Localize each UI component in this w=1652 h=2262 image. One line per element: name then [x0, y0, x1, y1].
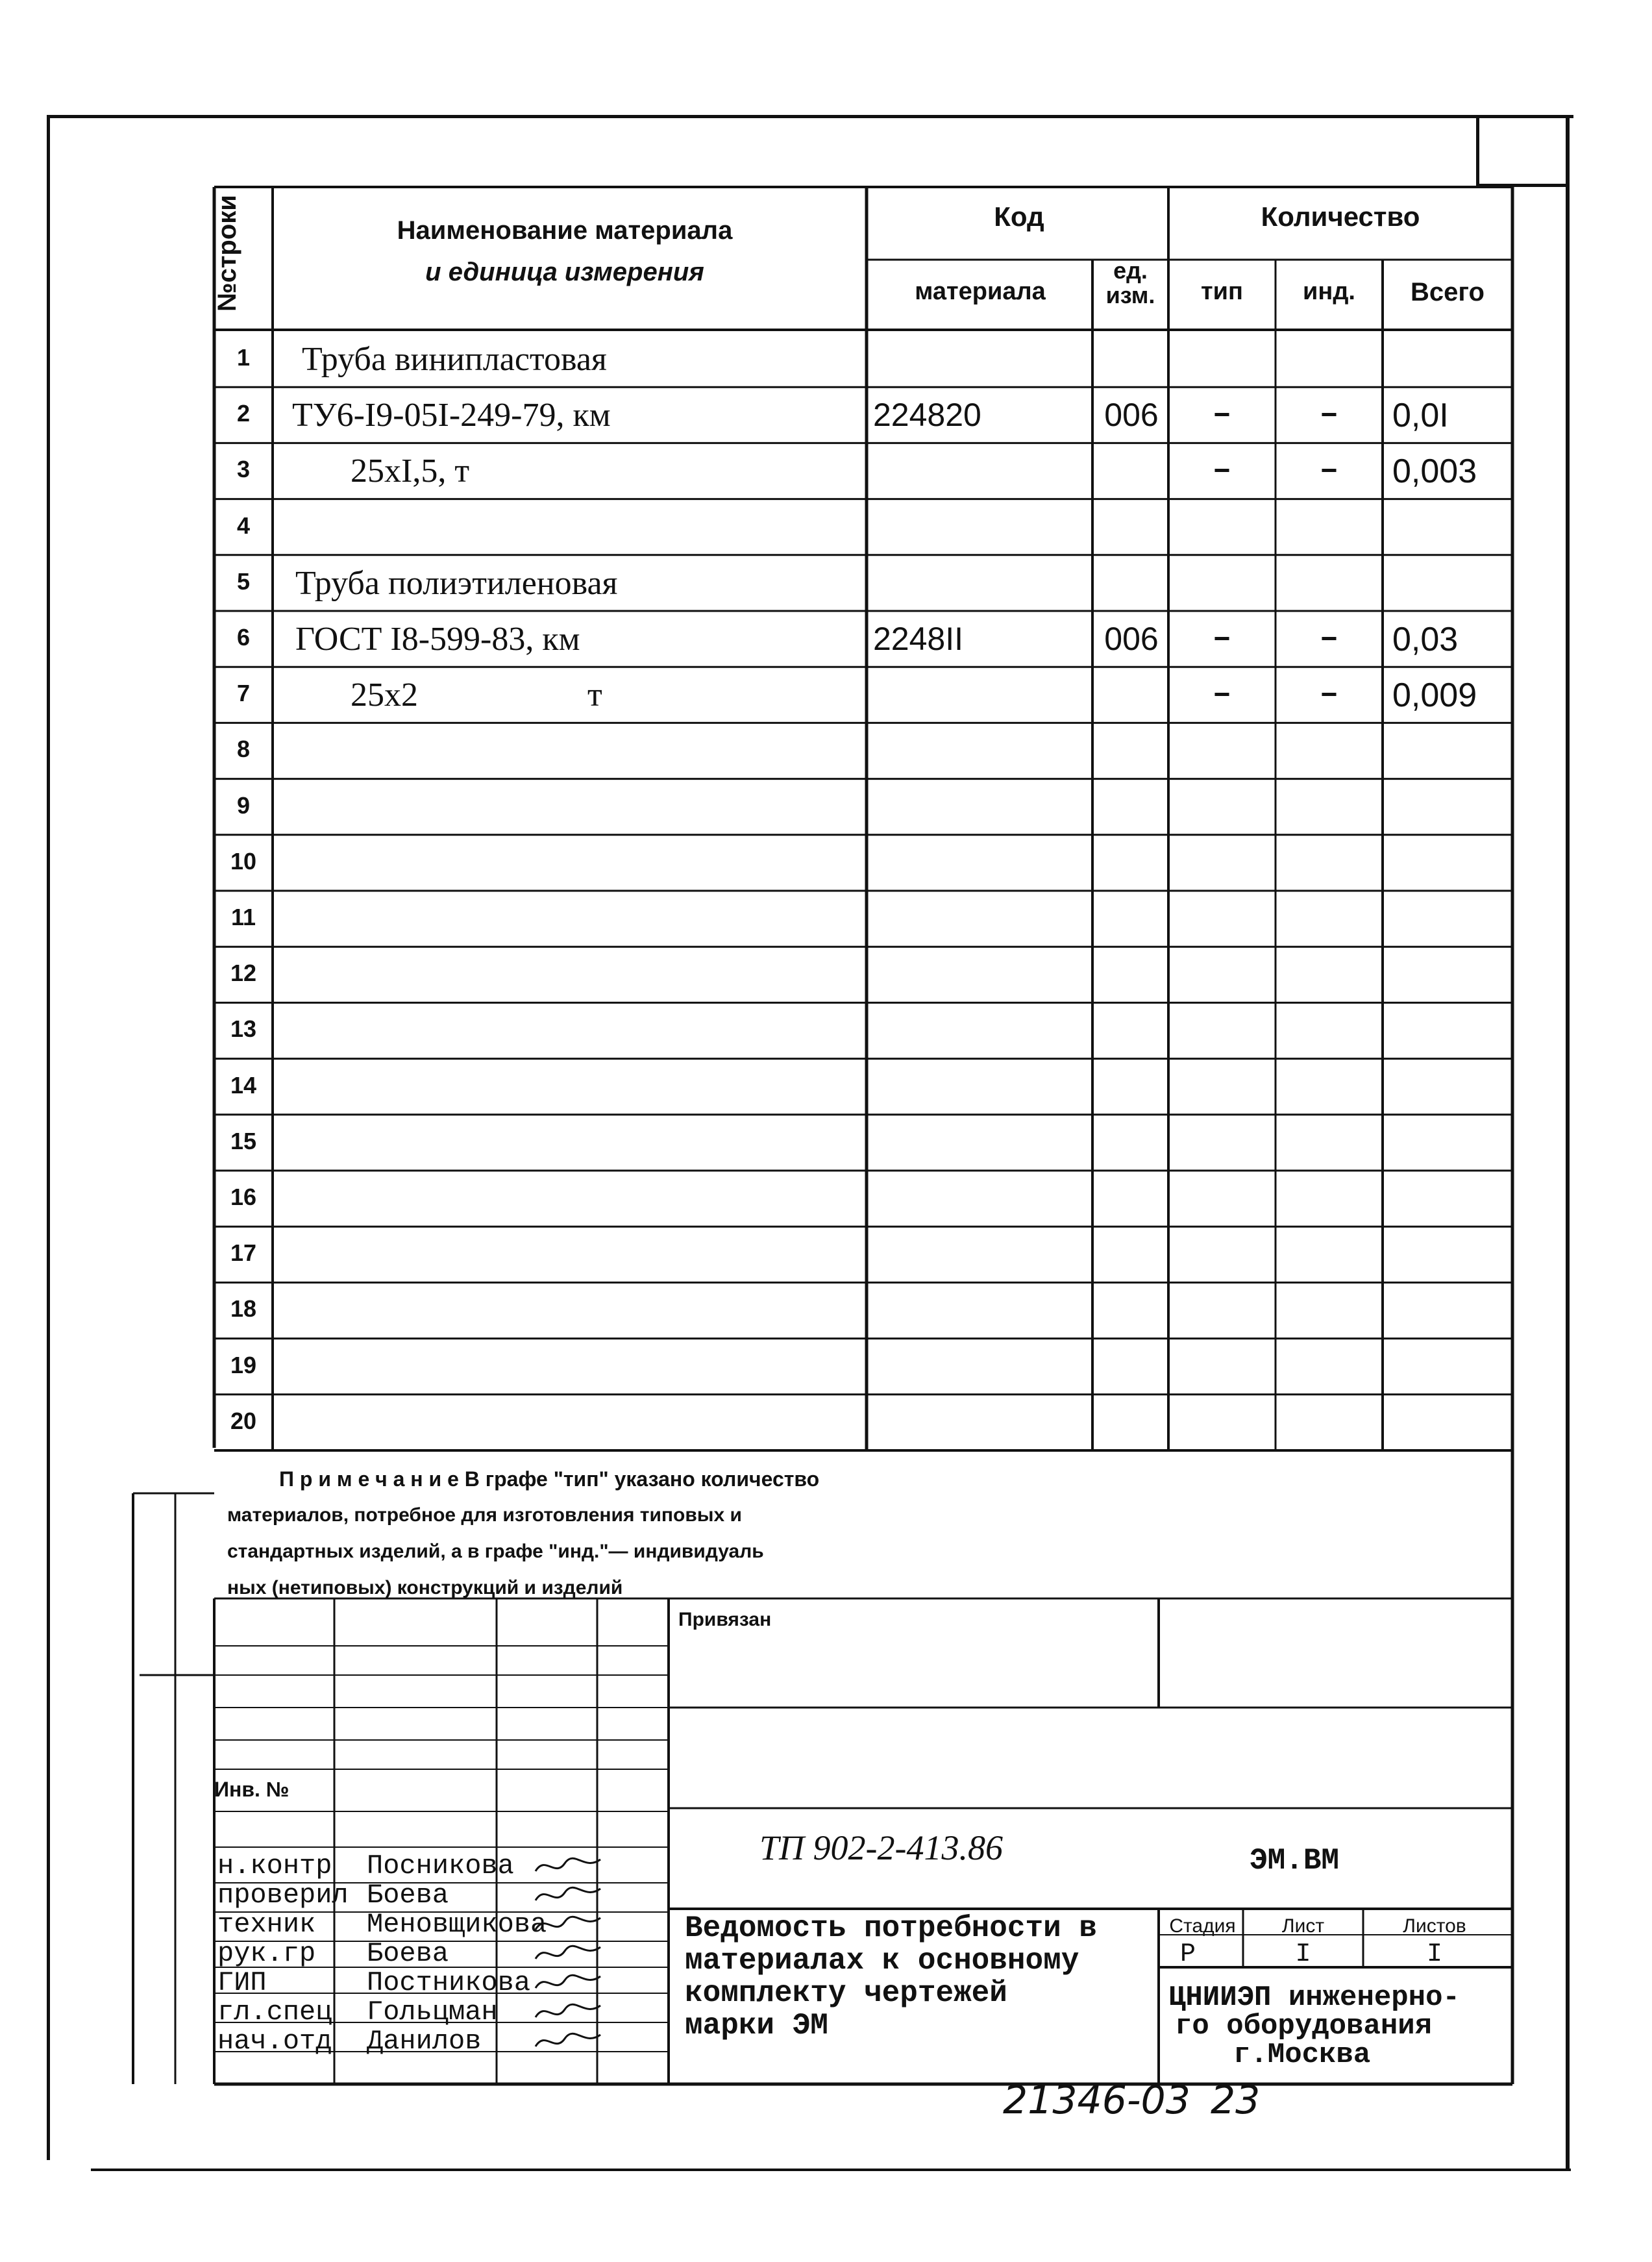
- stage-value: Р: [1179, 1940, 1196, 1969]
- doc-mark: ЭМ.ВМ: [1250, 1844, 1340, 1878]
- table-cell-total: 0,03: [1392, 621, 1459, 658]
- row-number: 5: [236, 567, 251, 595]
- row-number-header-label: №строки: [213, 195, 241, 312]
- table-cell-type: –: [1212, 396, 1232, 434]
- unit-header-line1: ед.: [1113, 257, 1148, 284]
- quantity-header: Количество: [1261, 201, 1420, 232]
- row-number: 2: [236, 400, 251, 427]
- table-cell-name: Труба винипластовая: [302, 341, 607, 378]
- table-cell-ind: –: [1319, 620, 1339, 657]
- inv-no-label: Инв. №: [214, 1778, 290, 1801]
- row-number: 12: [230, 960, 257, 987]
- organization-line3: г.Москва: [1233, 2039, 1371, 2071]
- row-number: 19: [230, 1351, 257, 1378]
- table-cell-total: 0,003: [1392, 453, 1477, 491]
- doc-title-line3: комплекту чертежей: [685, 1976, 1007, 2010]
- doc-title-line2: материалах к основному: [685, 1944, 1079, 1978]
- code-header: Код: [994, 201, 1044, 232]
- privyazan-label: Привязан: [678, 1609, 772, 1630]
- table-cell-name: ГОСТ I8-599-83, км: [295, 621, 580, 658]
- organization-line1: ЦНИИЭП инженерно-: [1168, 1982, 1460, 2014]
- signature-mark: [532, 1910, 604, 1939]
- sheets-value: I: [1426, 1940, 1442, 1969]
- signer-name: Боева: [367, 1938, 449, 1969]
- row-number-header: [213, 182, 252, 312]
- signer-role: рук.гр: [217, 1938, 316, 1969]
- row-number: 6: [236, 624, 251, 651]
- row-number: 11: [230, 904, 256, 930]
- unit-header: [1092, 258, 1168, 308]
- row-number: 1: [236, 344, 251, 371]
- row-number: 18: [230, 1295, 257, 1323]
- row-number: 13: [230, 1015, 257, 1043]
- table-cell-ind: –: [1319, 452, 1339, 490]
- material-header: материала: [915, 278, 1046, 305]
- table-cell-total: 0,009: [1392, 677, 1477, 715]
- note-line4: ных (нетиповых) конструкций и изделий: [227, 1577, 623, 1598]
- signature-mark: [532, 1939, 604, 1968]
- table-cell-type: –: [1212, 620, 1232, 657]
- signer-name: Постникова: [367, 1967, 531, 1998]
- signer-role: нач.отд: [217, 2026, 332, 2057]
- table-cell-name: ТУ6-I9-05I-249-79, км: [292, 397, 611, 434]
- signature-mark: [532, 2027, 604, 2056]
- row-number: 10: [230, 847, 257, 875]
- stage-label: Стадия: [1169, 1915, 1236, 1937]
- type-header: тип: [1201, 278, 1243, 305]
- archive-number: 21346-03: [1003, 2078, 1190, 2123]
- signature-mark: [532, 1998, 604, 2026]
- table-cell-name_unit: т: [587, 677, 602, 714]
- name-header-line1: Наименование материала: [397, 216, 733, 245]
- row-number: 8: [236, 736, 251, 763]
- signer-name: Посникова: [367, 1850, 514, 1882]
- row-number: 14: [230, 1071, 257, 1099]
- signer-role: гл.спец: [217, 1996, 332, 2028]
- table-cell-ind: –: [1319, 676, 1339, 714]
- signer-role: ГИП: [217, 1967, 267, 1998]
- signer-role: н.контр: [217, 1850, 332, 1882]
- signature-mark: [532, 1852, 604, 1880]
- table-cell-unit: 006: [1104, 621, 1159, 657]
- sheet-value: I: [1295, 1940, 1311, 1969]
- signer-name: Меновщикова: [367, 1909, 547, 1940]
- signer-name: Гольцман: [367, 1996, 498, 2028]
- signature-mark: [532, 1969, 604, 1997]
- total-header: Всего: [1411, 278, 1485, 306]
- row-number: 3: [236, 456, 251, 483]
- row-number: 9: [236, 791, 251, 819]
- row-number: 17: [230, 1239, 257, 1267]
- signer-name: Данилов: [367, 2026, 482, 2057]
- doc-title-line1: Ведомость потребности в: [685, 1911, 1097, 1945]
- row-number: 20: [230, 1407, 257, 1434]
- note-line1: П р и м е ч а н и е В графе "тип" указано количество: [279, 1467, 820, 1491]
- signature-mark: [532, 1881, 604, 1909]
- sheets-label: Листов: [1403, 1915, 1466, 1937]
- row-number: 7: [236, 680, 251, 707]
- table-cell-type: –: [1212, 452, 1232, 490]
- signer-name: Боева: [367, 1880, 449, 1911]
- note-line3: стандартных изделий, а в графе "инд."— индивидуаль: [227, 1541, 764, 1562]
- unit-header-line2: изм.: [1105, 282, 1155, 308]
- note-line2: материалов, потребное для изготовления типовых и: [227, 1504, 742, 1526]
- name-header-line2: и единица измерения: [425, 258, 704, 286]
- table-cell-name: 25х2: [351, 677, 418, 714]
- ind-header: инд.: [1303, 278, 1355, 305]
- row-number: 15: [230, 1127, 257, 1154]
- page-number: 23: [1211, 2078, 1261, 2123]
- signer-role: техник: [217, 1909, 316, 1940]
- table-cell-ind: –: [1319, 396, 1339, 434]
- sheet-label: Лист: [1281, 1915, 1325, 1937]
- name-header: [273, 208, 857, 295]
- note-block: [227, 1461, 1006, 1606]
- doc-code: ТП 902-2-413.86: [759, 1828, 1003, 1867]
- table-cell-type: –: [1212, 676, 1232, 714]
- organization-line2: го оборудования: [1175, 2010, 1433, 2043]
- doc-title-line4: марки ЭМ: [685, 2009, 828, 2043]
- table-cell-name: Труба полиэтиленовая: [295, 564, 618, 602]
- organization: [1168, 1983, 1506, 2069]
- table-cell-unit: 006: [1104, 397, 1159, 434]
- row-number: 4: [236, 512, 251, 539]
- table-cell-total: 0,0I: [1392, 397, 1449, 435]
- row-number: 16: [230, 1184, 257, 1210]
- table-cell-name: 25хI,5, т: [351, 453, 470, 490]
- table-cell-code: 224820: [873, 397, 981, 434]
- doc-title: [685, 1912, 1097, 2042]
- table-cell-code: 2248II: [873, 621, 964, 657]
- signer-role: проверил: [217, 1880, 349, 1911]
